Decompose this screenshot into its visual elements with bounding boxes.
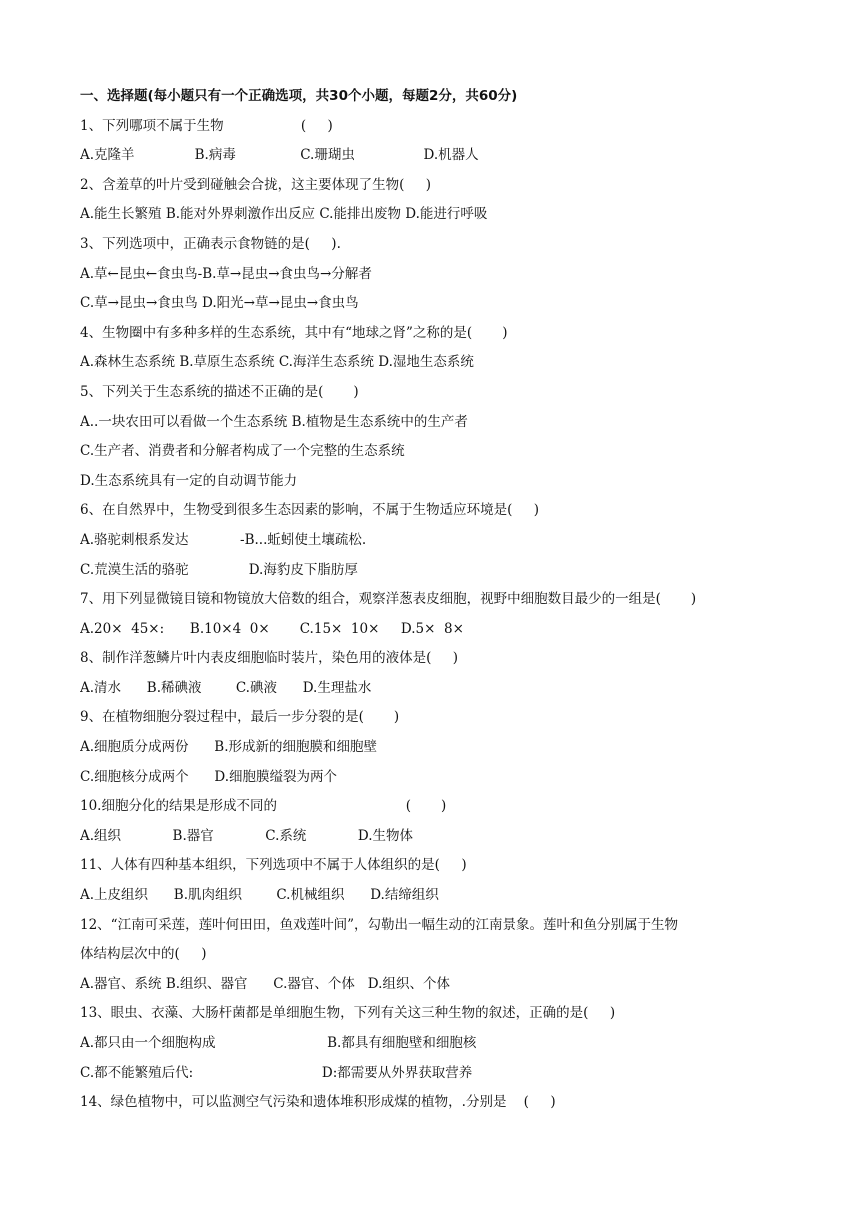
question-12-options: A.器官、系统 B.组织、器官 C.器官、个体 D.组织、个体 [80,975,450,992]
question-4: 4、生物圈中有多种多样的生态系统，其中有“地球之肾”之称的是( ) [80,324,508,341]
question-3: 3、下列选项中，正确表示食物链的是( ). [80,235,341,252]
question-10-options: A.组织 B.器官 C.系统 D.生物体 [80,827,414,844]
question-9-options-ab: A.细胞质分成两份 B.形成新的细胞膜和细胞壁 [80,739,377,756]
question-8-options: A.清水 B.稀碘液 C.碘液 D.生理盐水 [80,679,372,696]
question-10: 10.细胞分化的结果是形成不同的 ( ) [80,798,447,815]
question-5-option-d: D.生态系统具有一定的自动调节能力 [80,472,298,489]
question-12-continued: 体结构层次中的( ) [80,946,207,963]
question-13-options-cd: C.都不能繁殖后代: D:都需要从外界获取营养 [80,1064,473,1081]
question-9-options-cd: C.细胞核分成两个 D.细胞膜缢裂为两个 [80,768,338,785]
question-14: 14、绿色植物中，可以监测空气污染和遗体堆积形成煤的植物，.分别是 ( ) [80,1094,556,1111]
question-5-option-c: C.生产者、消费者和分解者构成了一个完整的生态系统 [80,443,405,460]
question-11: 11、人体有四种基本组织，下列选项中不属于人体组织的是( ) [80,857,467,874]
exam-content [80,82,800,1118]
question-9: 9、在植物细胞分裂过程中，最后一步分裂的是( ) [80,709,400,726]
question-8: 8、制作洋葱鳞片叶内表皮细胞临时装片，染色用的液体是( ) [80,650,459,667]
question-7-options: A.20× 45×: B.10×4 0× C.15× 10× D.5× 8× [80,620,464,637]
question-13: 13、眼虫、衣藻、大肠杆菌都是单细胞生物，下列有关这三种生物的叙述，正确的是( ) [80,1005,616,1022]
question-6-options-cd: C.荒漠生活的骆驼 D.海豹皮下脂肪厚 [80,561,358,578]
question-6: 6、在自然界中，生物受到很多生态因素的影响，不属于生物适应环境是( ) [80,502,540,519]
question-1-options: A.克隆羊 B.病毒 C.珊瑚虫 D.机器人 [80,147,479,164]
question-3-options-ab: A.草←昆虫←食虫鸟-B.草→昆虫→食虫鸟→分解者 [80,265,372,282]
question-12: 12、“江南可采莲，莲叶何田田，鱼戏莲叶间”，勾勒出一幅生动的江南景象。莲叶和鱼分别属于生物 [80,916,678,933]
question-2: 2、含羞草的叶片受到碰触会合拢，这主要体现了生物( ) [80,176,432,193]
question-11-options: A.上皮组织 B.肌肉组织 C.机械组织 D.结缔组织 [80,887,439,904]
question-7: 7、用下列显微镜目镜和物镜放大倍数的组合，观察洋葱表皮细胞，视野中细胞数目最少的一组是( ) [80,591,697,608]
question-6-options-ab: A.骆驼刺根系发达 -B...蚯蚓使土壤疏松. [80,531,367,548]
question-3-options-cd: C.草→昆虫→食虫鸟 D.阳光→草→昆虫→食虫鸟 [80,295,359,312]
question-5-options-ab: A..一块农田可以看做一个生态系统 B.植物是生态系统中的生产者 [80,413,468,430]
question-1: 1、下列哪项不属于生物 ( ) [80,117,333,134]
question-13-options-ab: A.都只由一个细胞构成 B.都具有细胞壁和细胞核 [80,1035,477,1051]
question-4-options: A.森林生态系统 B.草原生态系统 C.海洋生态系统 D.湿地生态系统 [80,354,474,371]
question-5: 5、下列关于生态系统的描述不正确的是( ) [80,383,359,400]
section-heading: 一、选择题(每小题只有一个正确选项，共30个小题，每题2分，共60分) [80,88,518,104]
question-2-options: A.能生长繁殖 B.能对外界刺激作出反应 C.能排出废物 D.能进行呼吸 [80,206,488,223]
